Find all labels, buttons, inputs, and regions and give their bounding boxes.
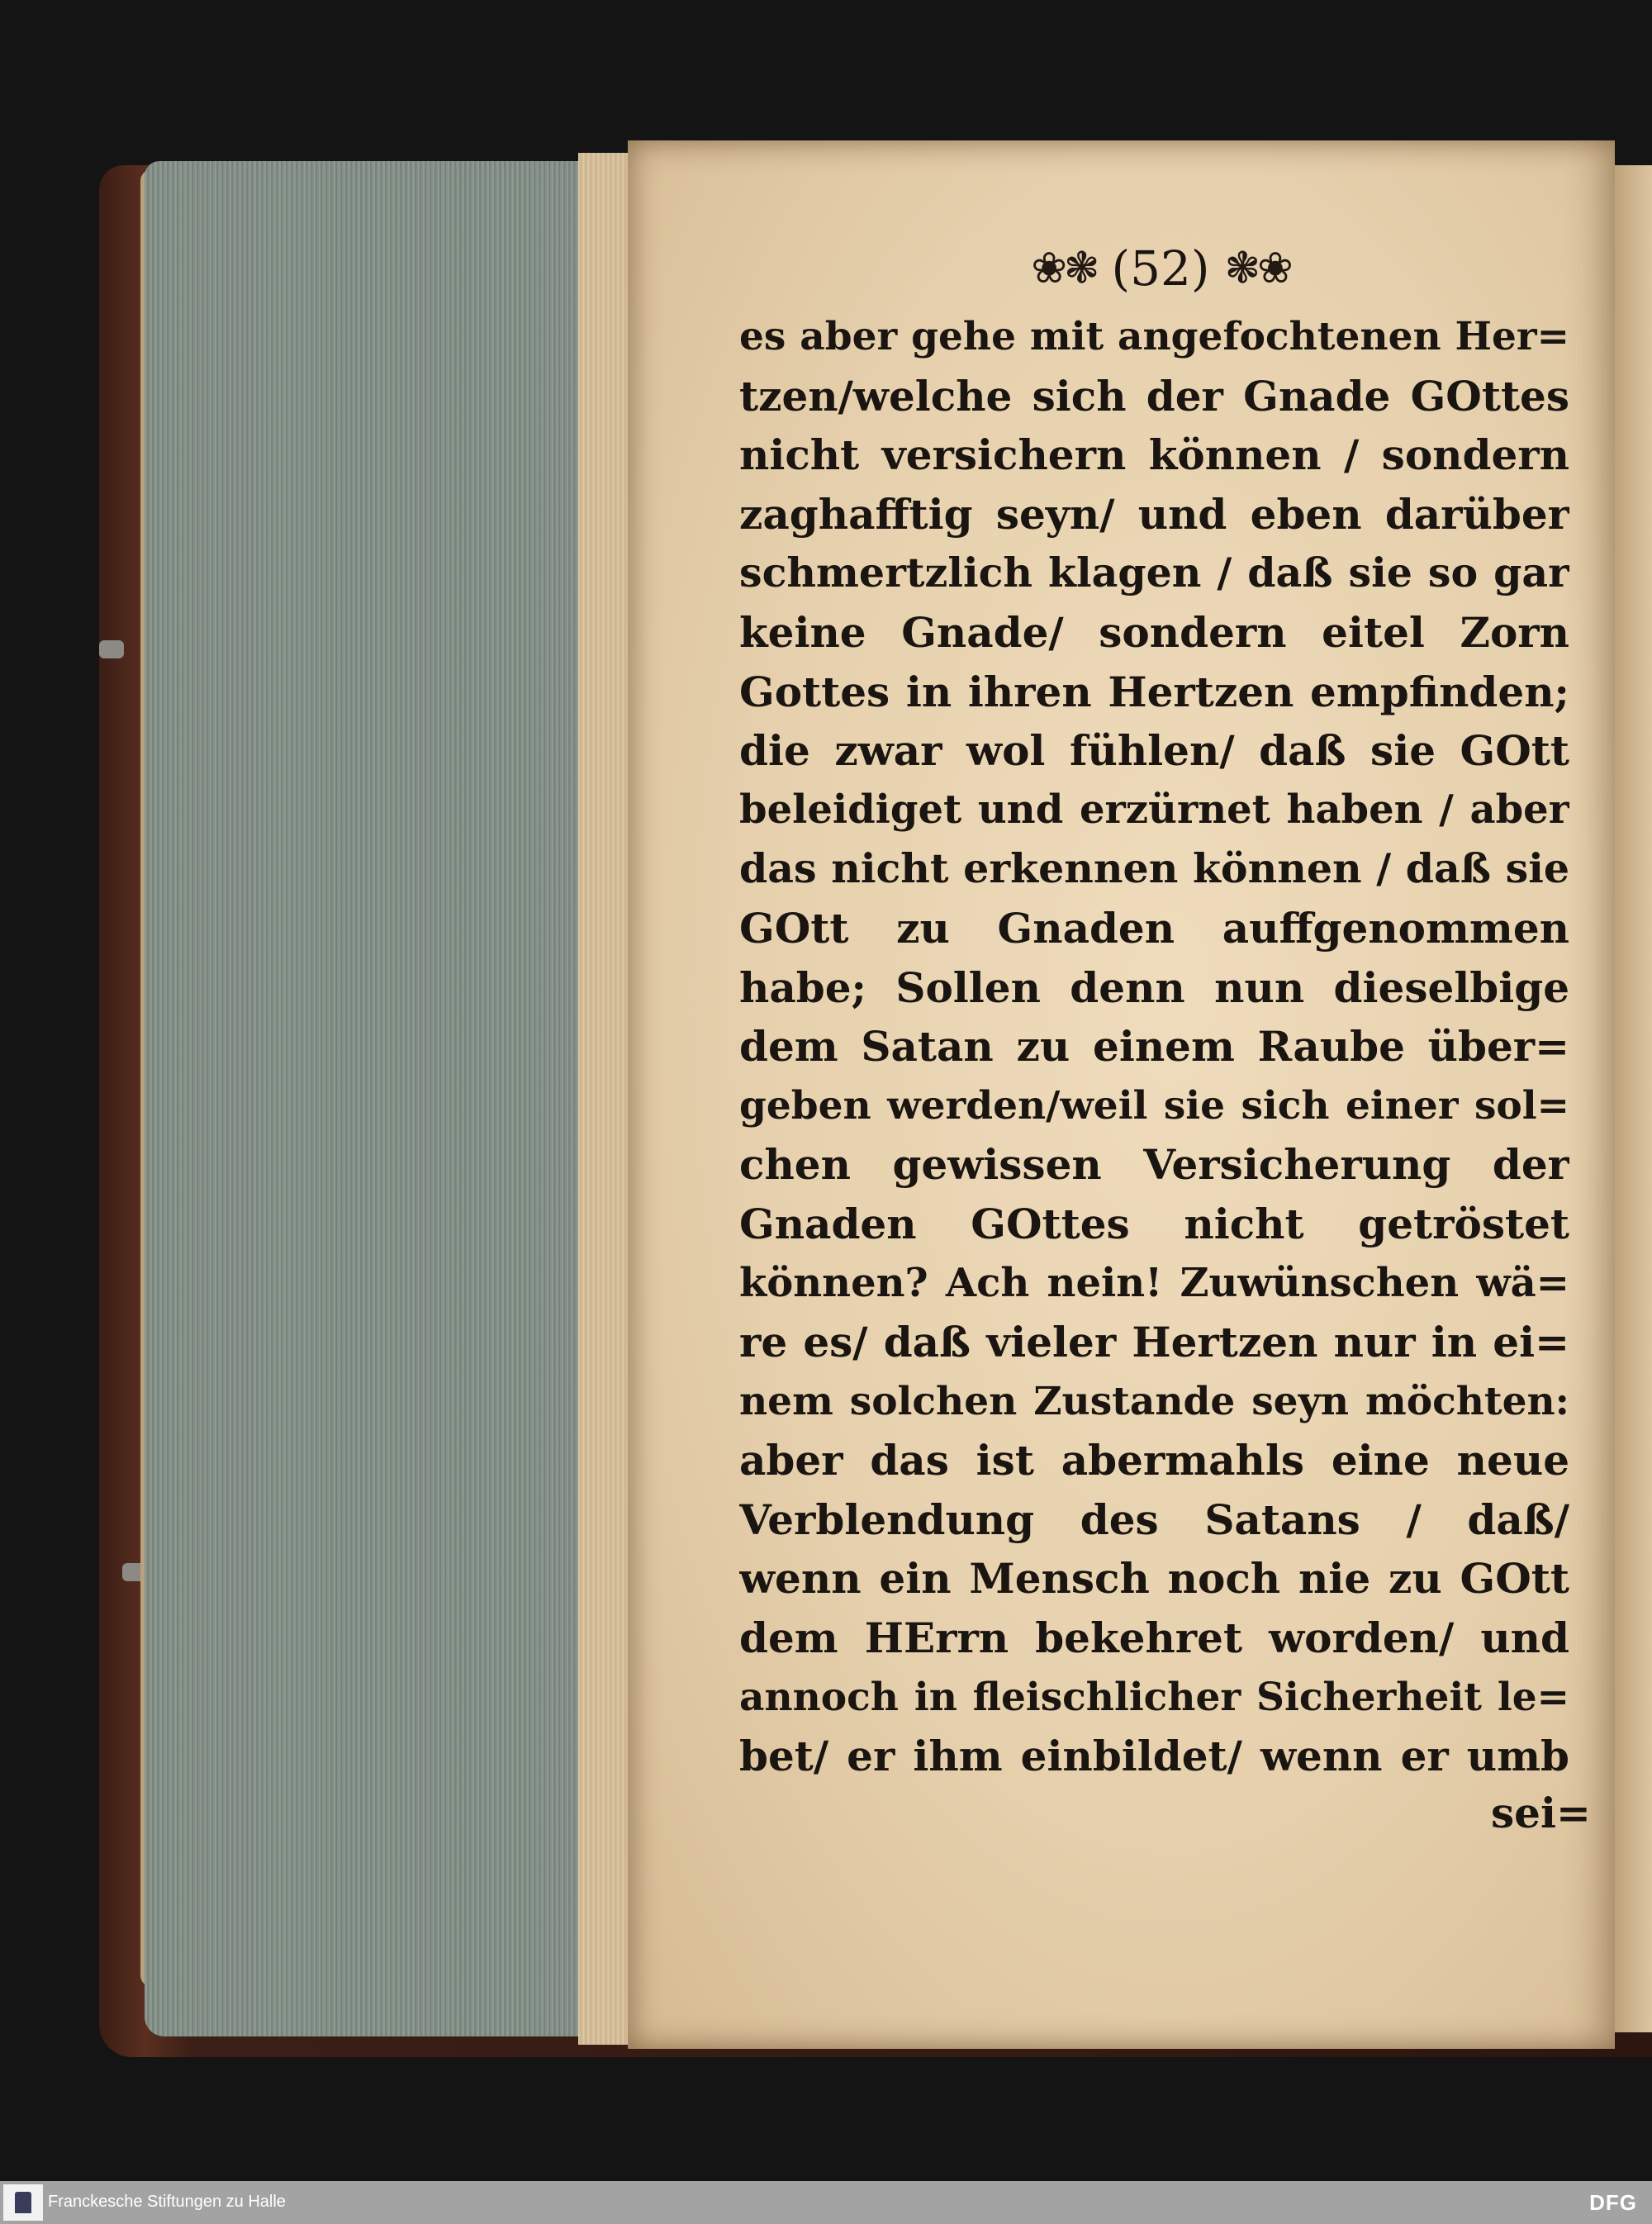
text-line: dem HErrn bekehret worden/ und [739,1613,1569,1663]
text-line: schmertzlich klagen / daß sie so gar [739,549,1569,597]
clasp-upper [99,640,124,658]
text-line: tzen/welche sich der Gnade GOttes [739,371,1569,421]
text-line: Gottes in ihren Hertzen empfinden; [739,667,1569,716]
text-line: die zwar wol fühlen/ daß sie GOtt [739,726,1569,776]
institution-label[interactable]: Franckesche Stiftungen zu Halle [48,2193,286,2211]
text-line: nem solchen Zustande seyn möchten: [739,1378,1569,1424]
text-line: können? Ach nein! Zuwünschen wä= [739,1259,1569,1306]
text-line: annoch in fleischlicher Sicherheit le= [739,1674,1569,1720]
text-line: chen gewissen Versicherung der [739,1140,1569,1190]
text-line: GOtt zu Gnaden auffgenommen [739,903,1569,953]
building-icon [15,2192,31,2213]
page-header [1004,235,1317,302]
text-line: re es/ daß vieler Hertzen nur in ei= [739,1318,1569,1367]
dfg-logo[interactable]: DFG [1589,2189,1637,2215]
text-line: dem Satan zu einem Raube über= [739,1022,1569,1072]
page-number: (52) [1111,240,1210,297]
page-text [739,307,1569,1786]
text-line: Gnaden GOttes nicht getröstet [739,1199,1569,1248]
text-line: das nicht erkennen können / daß sie [739,844,1569,893]
text-line: geben werden/weil sie sich einer sol= [739,1082,1569,1129]
footer-bar [0,2181,1652,2224]
text-line: bet/ er ihm einbildet/ wenn er umb [739,1732,1569,1781]
text-line: wenn ein Mensch noch nie zu GOtt [739,1554,1569,1604]
ornament-right-icon: ❃❀ [1224,244,1290,293]
text-line: nicht versichern können / sondern [739,430,1569,480]
catchword: sei= [1491,1789,1591,1837]
text-line: beleidiget und erzürnet haben / aber [739,786,1569,833]
text-line: habe; Sollen denn nun dieselbige [739,962,1569,1012]
text-line: aber das ist abermahls eine neue [739,1436,1569,1485]
institution-logo[interactable] [3,2184,43,2221]
text-line: zaghafftig seyn/ und eben darüber [739,489,1569,539]
page-block-edges [145,161,632,2036]
text-line: keine Gnade/ sondern eitel Zorn [739,607,1569,657]
ornament-left-icon: ❀❃ [1031,244,1097,293]
text-line: es aber gehe mit angefochtenen Her= [739,314,1569,359]
text-line: Verblendung des Satans / daß/ [739,1495,1569,1544]
